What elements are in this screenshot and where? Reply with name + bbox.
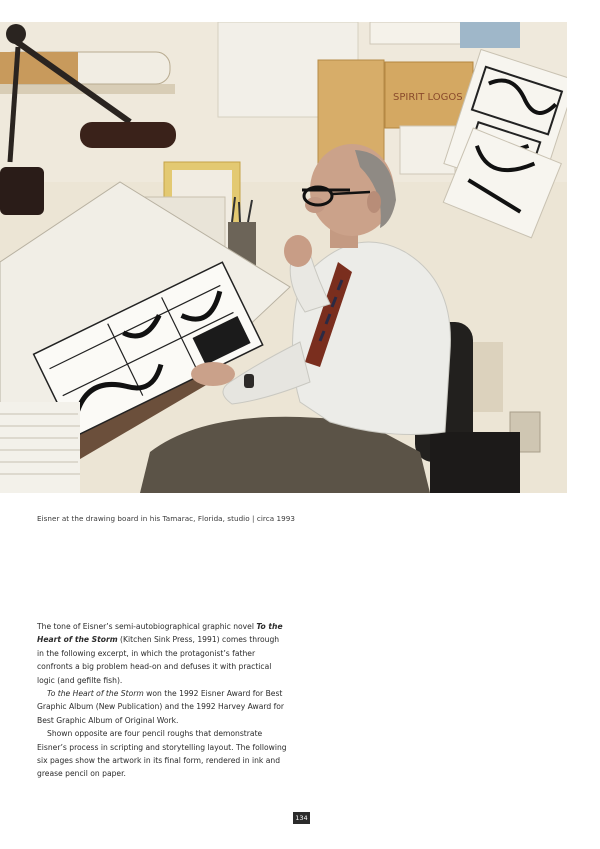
paragraph-intro-text-end: (Kitchen Sink Press, 1991) comes through in the following excerpt, in which the protagonist’s father confronts a big problem head-on and defuses it with practical logic (and gefilte fish).	[37, 635, 280, 685]
paragraph-awards-text: won the 1992 Eisner Award for Best Graphic Album (New Publication) and the 1992 Harvey Award for Best Graphic Album of Original Work.	[37, 689, 285, 725]
paragraph-intro	[37, 620, 287, 687]
article-body	[37, 620, 287, 781]
studio-photo	[0, 22, 567, 493]
book-title: To the Heart of the Storm	[37, 622, 283, 645]
book-title-awards: To the Heart of the Storm	[47, 689, 144, 699]
paragraph-awards	[37, 687, 287, 727]
paragraph-intro-text-start: The tone of Eisner’s semi-autobiographical graphic novel	[37, 622, 257, 631]
page-number: 134	[293, 812, 310, 824]
photo-caption: Eisner at the drawing board in his Tamarac, Florida, studio | circa 1993	[37, 514, 295, 523]
envelope-label: SPIRIT LOGOS	[393, 92, 463, 103]
paragraph-process: Shown opposite are four pencil roughs that demonstrate Eisner’s process in scripting and storytelling layout. The following six pages show the artwork in its final form, rendered in ink and grease pencil on paper.	[37, 729, 287, 779]
